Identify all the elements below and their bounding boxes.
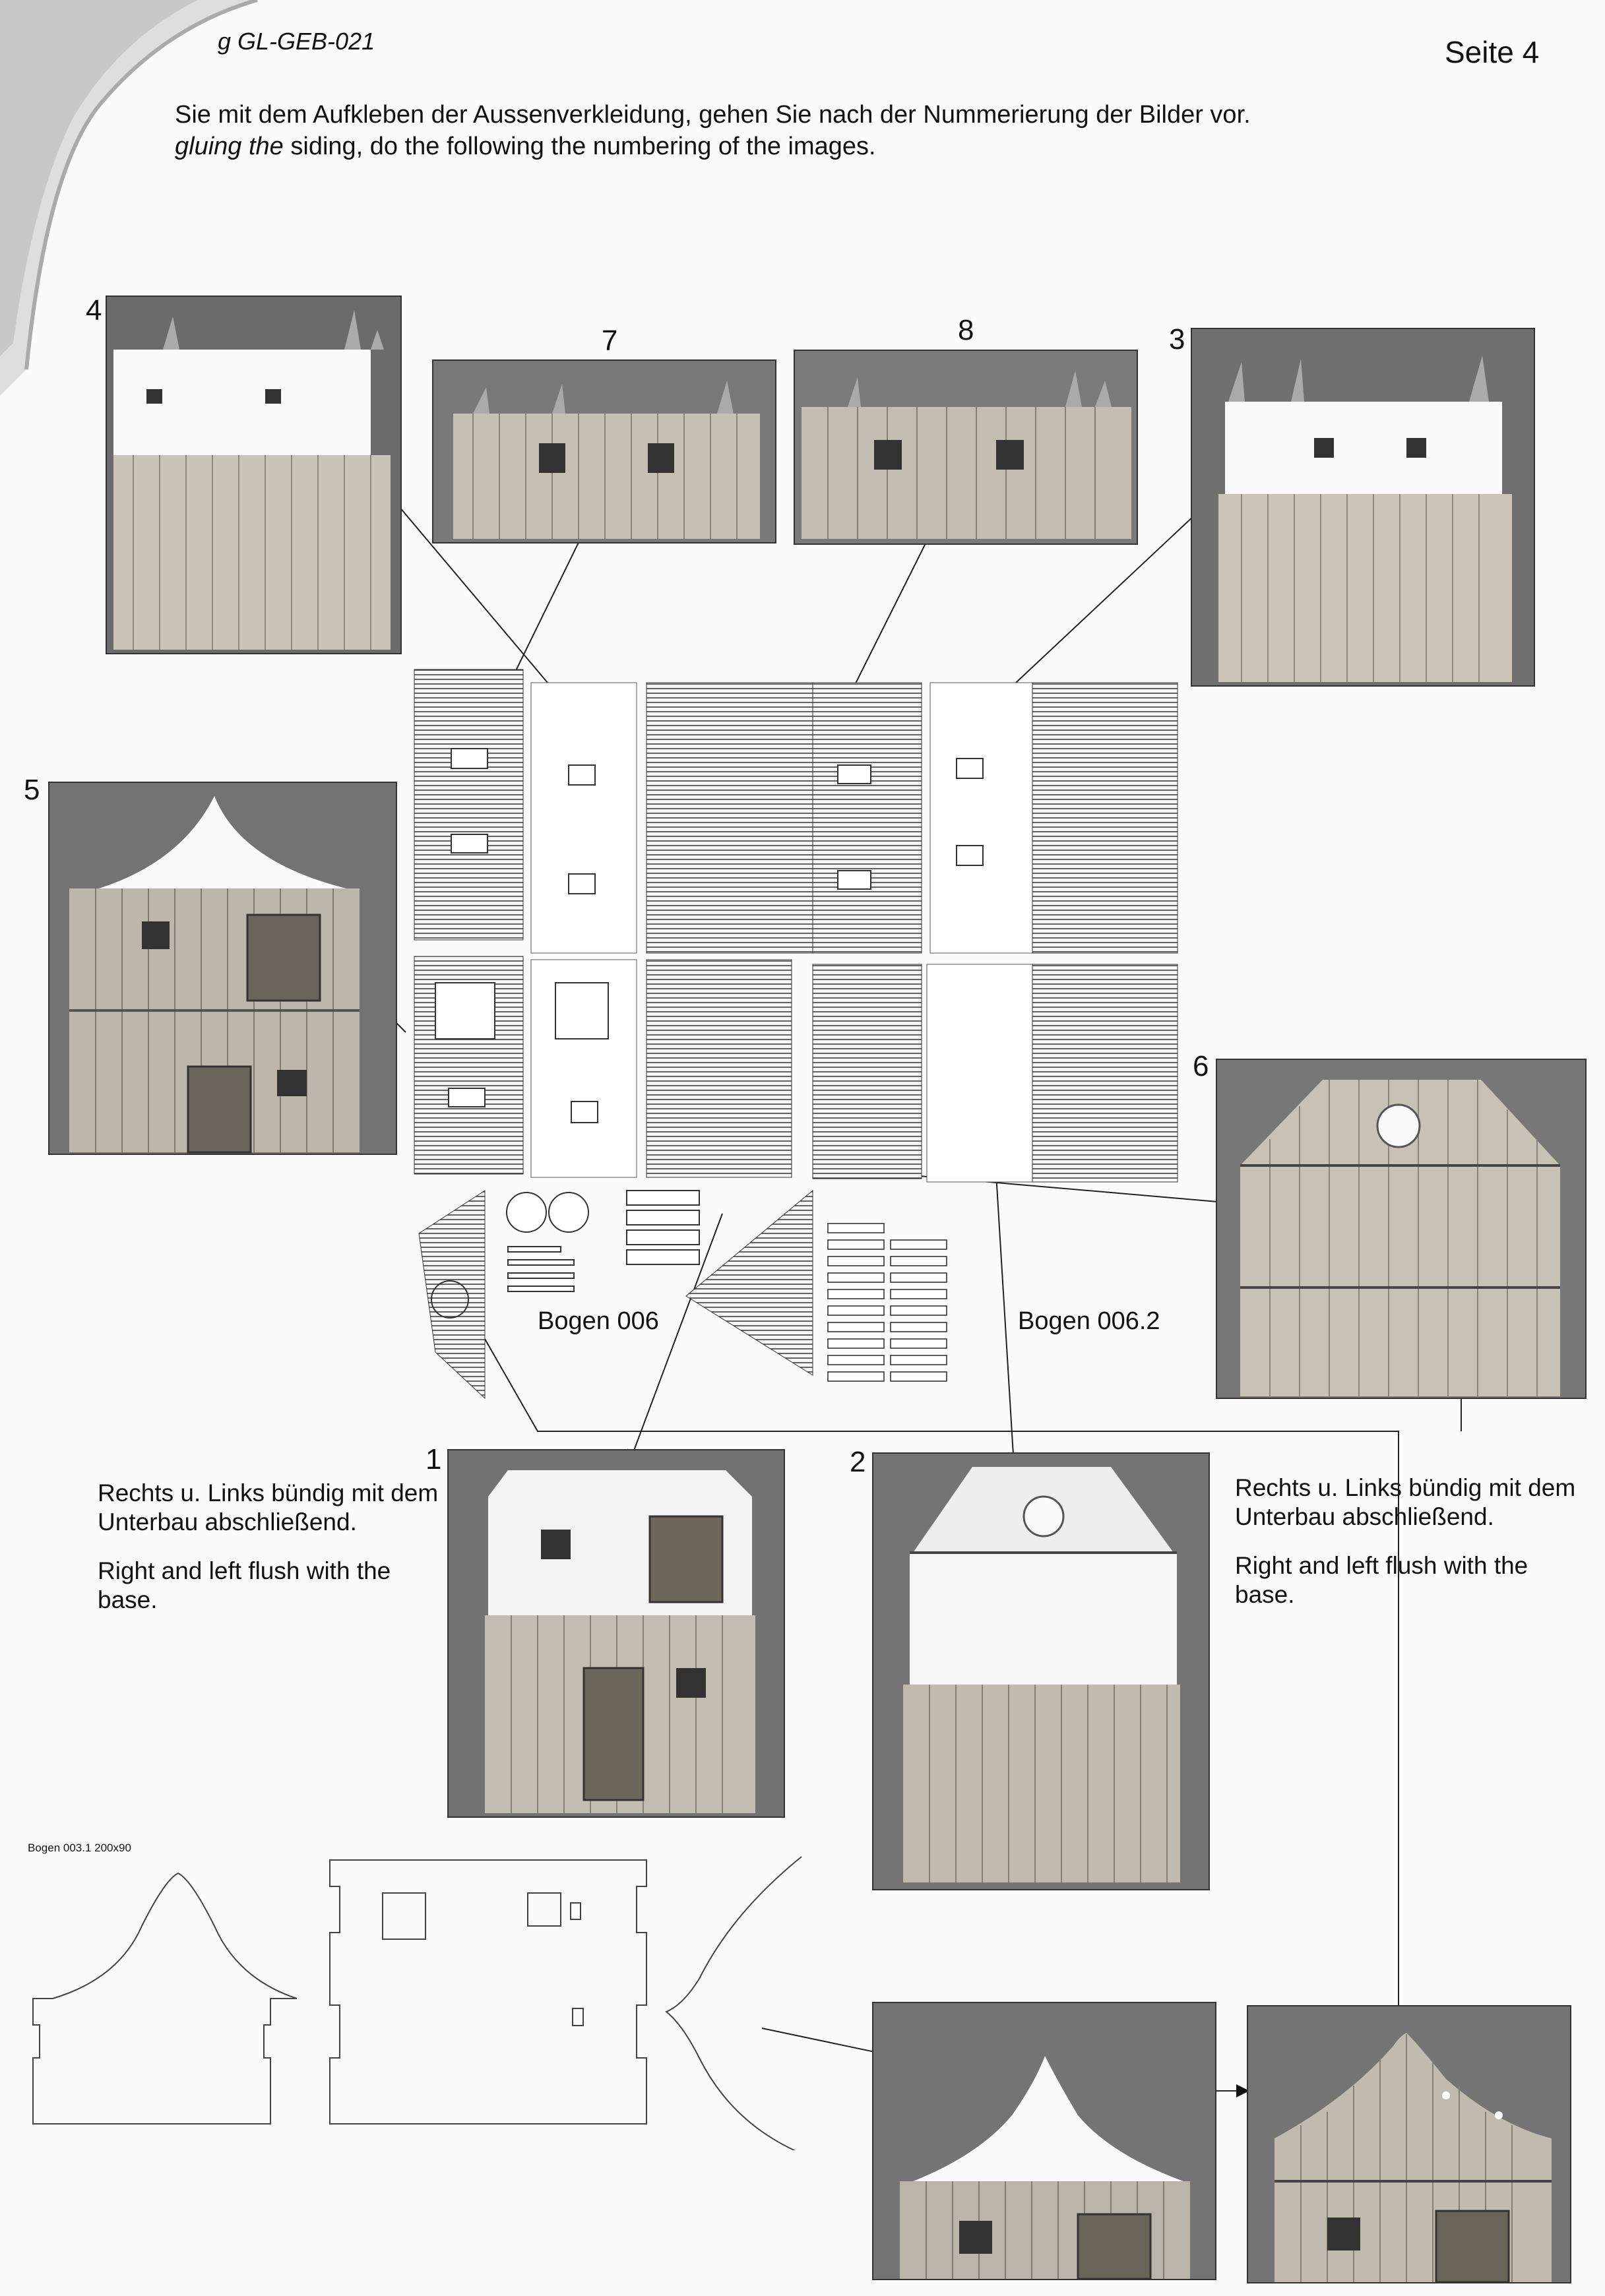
note-right-english: Right and left flush with the base. <box>1235 1552 1528 1608</box>
photo-step-2 <box>872 1452 1210 1890</box>
note-right <box>1235 1474 1591 1609</box>
step-number-8: 8 <box>958 314 974 346</box>
intro-english-lead: gluing the <box>175 133 284 160</box>
note-left <box>98 1479 454 1615</box>
photo-step-1 <box>447 1449 785 1818</box>
note-left-english: Right and left flush with the base. <box>98 1557 391 1613</box>
note-left-german: Rechts u. Links bündig mit dem Unterbau abschließend. <box>98 1479 439 1536</box>
template-outlines <box>20 1847 811 2150</box>
photo-step-7 <box>432 359 776 543</box>
photo-bottom-roof-clad <box>1247 2005 1571 2283</box>
step-number-3: 3 <box>1169 323 1185 356</box>
photo-step-4 <box>106 295 402 654</box>
photo-step-5 <box>48 782 397 1155</box>
document-code: g GL-GEB-021 <box>218 28 375 55</box>
note-right-german: Rechts u. Links bündig mit dem Unterbau abschließend. <box>1235 1474 1576 1530</box>
step-number-2: 2 <box>850 1446 866 1478</box>
cutting-sheet <box>409 666 1181 1418</box>
sheet-label-left: Bogen 006 <box>538 1307 659 1335</box>
step-number-4: 4 <box>86 294 102 326</box>
photo-step-8 <box>794 350 1138 545</box>
sheet-label-right: Bogen 006.2 <box>1018 1307 1160 1335</box>
intro-english: siding, do the following the numbering of the images. <box>283 133 876 160</box>
page-number: Seite 4 <box>1445 35 1540 69</box>
step-number-6: 6 <box>1193 1050 1209 1082</box>
step-number-1: 1 <box>425 1443 442 1475</box>
template-sheet-label: Bogen 003.1 200x90 <box>28 1842 131 1854</box>
intro-text <box>175 99 1251 162</box>
photo-bottom-roof-white <box>872 2002 1216 2280</box>
step-number-7: 7 <box>602 325 618 357</box>
photo-step-3 <box>1191 328 1535 687</box>
step-number-5: 5 <box>24 774 40 806</box>
intro-german: Sie mit dem Aufkleben der Aussenverkleidung, gehen Sie nach der Nummerierung der Bilder vor. <box>175 101 1251 129</box>
photo-step-6 <box>1216 1059 1587 1399</box>
